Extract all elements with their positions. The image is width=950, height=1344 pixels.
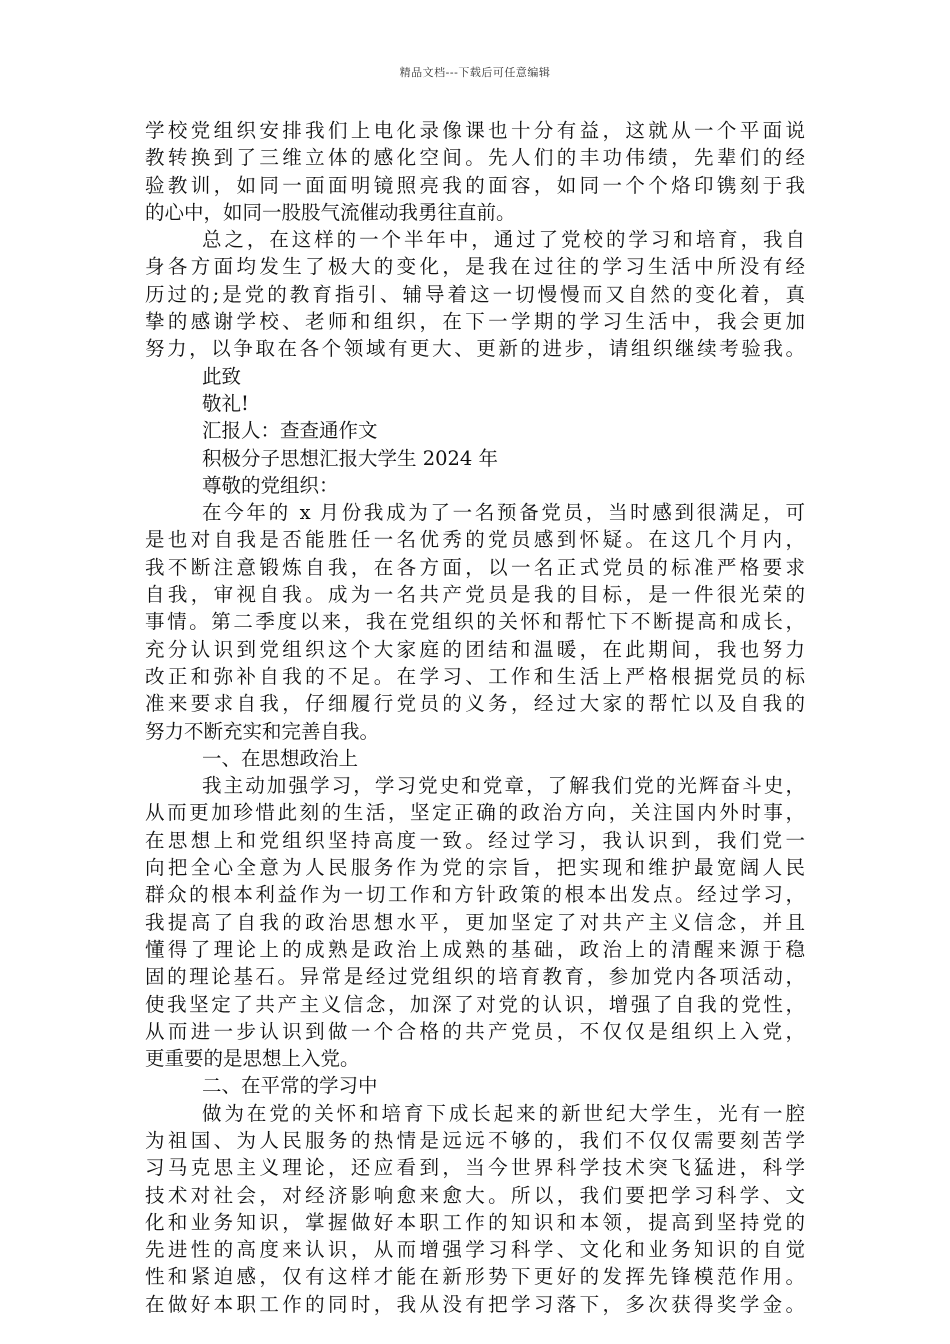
text-line: 使我坚定了共产主义信念，加深了对党的认识，增强了自我的党性， [145, 992, 805, 1016]
text-line: 学校党组织安排我们上电化录像课也十分有益，这就从一个平面说 [145, 119, 805, 142]
text-line: 做为在党的关怀和培育下成长起来的新世纪大学生，光有一腔 [202, 1101, 805, 1125]
text-line: 我主动加强学习，学习党史和党章，了解我们党的光辉奋斗史， [202, 774, 805, 798]
text-line: 挚的感谢学校、老师和组织，在下一学期的学习生活中，我会更加 [145, 310, 805, 334]
text-line: 懂得了理论上的成熟是政治上成熟的基础，政治上的清醒来源于稳 [145, 937, 805, 961]
text-line: 向把全心全意为人民服务作为党的宗旨，把实现和维护最宽阔人民 [145, 856, 805, 880]
text-line: 化和业务知识，掌握做好本职工作的知识和本领，提高到坚持党的 [145, 1210, 805, 1234]
text-line: 努力不断充实和完善自我。 [145, 719, 380, 743]
text-line: 二、在平常的学习中 [202, 1074, 378, 1098]
text-line: 教转换到了三维立体的感化空间。先人们的丰功伟绩，先辈们的经 [145, 146, 805, 170]
text-line: 充分认识到党组织这个大家庭的团结和温暖，在此期间，我也努力 [145, 637, 805, 661]
text-line: 积极分子思想汇报大学生 2024 年 [202, 446, 499, 470]
page-header: 精品文档---下载后可任意编辑 [399, 66, 551, 79]
text-line: 敬礼! [202, 391, 249, 415]
text-line: 一、在思想政治上 [202, 746, 359, 770]
text-line: 从而更加珍惜此刻的生活，坚定正确的政治方向，关注国内外时事， [145, 801, 805, 825]
text-line: 尊敬的党组织： [202, 473, 339, 497]
text-line: 更重要的是思想上入党。 [145, 1047, 360, 1071]
text-line: 历过的;是党的教育指引、辅导着这一切慢慢而又自然的变化着，真 [145, 282, 805, 306]
text-line: 性和紧迫感，仅有这样才能在新形势下更好的发挥先锋模范作用。 [145, 1265, 805, 1289]
text-line: 自我，审视自我。成为一名共产党员是我的目标，是一件很光荣的 [145, 583, 805, 607]
text-line: 技术对社会，对经济影响愈来愈大。所以，我们要把学习科学、文 [145, 1183, 805, 1207]
text-line: 群众的根本利益作为一切工作和方针政策的根本出发点。经过学习， [145, 883, 805, 907]
text-line: 的心中，如同一股股气流催动我勇往直前。 [145, 200, 516, 224]
text-line: 在思想上和党组织坚持高度一致。经过学习，我认识到，我们党一 [145, 828, 805, 852]
text-line: 固的理论基石。异常是经过党组织的培育教育，参加党内各项活动， [145, 965, 805, 989]
text-line: 准来要求自我，仔细履行党员的义务，经过大家的帮忙以及自我的 [145, 692, 805, 716]
text-line: 是也对自我是否能胜任一名优秀的党员感到怀疑。在这几个月内， [145, 528, 805, 552]
text-line: 努力，以争取在各个领域有更大、更新的进步，请组织继续考验我。 [145, 337, 805, 361]
text-line: 验教训，如同一面面明镜照亮我的面容，如同一个个烙印镌刻于我 [145, 173, 805, 197]
text-line: 为祖国、为人民服务的热情是远远不够的，我们不仅仅需要刻苦学 [145, 1128, 805, 1152]
text-line: 总之，在这样的一个半年中，通过了党校的学习和培育，我自 [202, 228, 805, 252]
text-line: 在做好本职工作的同时，我从没有把学习落下，多次获得奖学金。 [145, 1292, 805, 1316]
text-line: 改正和弥补自我的不足。在学习、工作和生活上严格根据党员的标 [145, 664, 805, 688]
text-line: 汇报人：查查通作文 [202, 419, 378, 443]
text-line: 此致 [202, 364, 242, 388]
text-line: 身各方面均发生了极大的变化，是我在过往的学习生活中所没有经 [145, 255, 805, 279]
text-line: 我提高了自我的政治思想水平，更加坚定了对共产主义信念，并且 [145, 910, 805, 934]
text-line: 习马克思主义理论，还应看到，当今世界科学技术突飞猛进，科学 [145, 1156, 805, 1180]
text-line: 我不断注意锻炼自我，在各方面，以一名正式党员的标准严格要求 [145, 555, 805, 579]
document-body [145, 117, 805, 1318]
text-line: 从而进一步认识到做一个合格的共产党员，不仅仅是组织上入党， [145, 1019, 805, 1043]
text-line: 事情。第二季度以来，我在党组织的关怀和帮忙下不断提高和成长， [145, 610, 805, 634]
text-line: 在今年的 x 月份我成为了一名预备党员，当时感到很满足，可 [202, 501, 805, 525]
text-line: 先进性的高度来认识，从而增强学习科学、文化和业务知识的自觉 [145, 1238, 805, 1262]
